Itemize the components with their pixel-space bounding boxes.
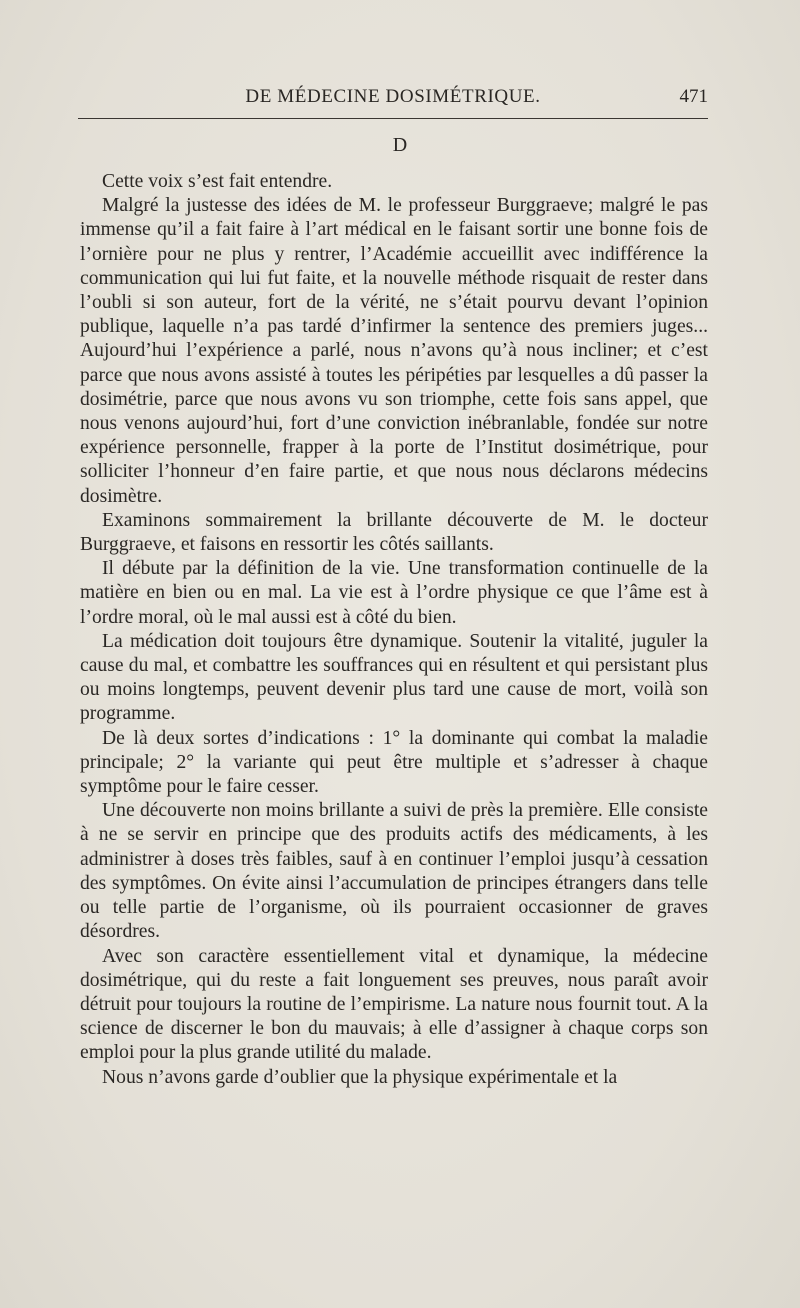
running-title: DE MÉDECINE DOSIMÉTRIQUE. [245,86,541,107]
paragraph: Une découverte non moins brillante a suivi de près la première. Elle consiste à ne se servir en principe que des produits actifs des médicaments, à les administrer à doses très faibles, sauf à en continuer l’emploi jusqu’à cessation des symptômes. On évite ainsi l’accumulation de principes étrangers dans telle ou telle partie de l’organisme, où ils pourraient occasionner de graves désordres. [80,800,708,943]
body-text [80,170,708,1090]
paragraph: De là deux sortes d’indications : 1° la dominante qui combat la maladie principale; 2° la variante qui peut être multiple et s’adresser à chaque symptôme pour le faire cesser. [80,727,708,798]
paragraph: Examinons sommairement la brillante découverte de M. le docteur Burggraeve, et faisons en ressortir les côtés saillants. [80,509,708,556]
paragraph: Il débute par la définition de la vie. Une transformation continuelle de la matière en bien ou en mal. La vie est à l’ordre physique ce que l’âme est à l’ordre moral, où le mal aussi est à côté du bien. [80,558,708,628]
paragraph: Cette voix s’est fait entendre. [102,171,333,192]
running-header [78,86,708,116]
page-number: 471 [679,86,708,107]
paragraph: Nous n’avons garde d’oublier que la physique expérimentale et la [102,1066,618,1088]
section-letter: D [392,134,408,156]
paragraph: Malgré la justesse des idées de M. le professeur Burggraeve; malgré le pas immense qu’il a fait faire à l’art médical en le faisant sortir une bonne fois de l’ornière pour ne plus y rentrer, l’Académie accueillit avec indifférence la communication qui lui fut faite, et la nouvelle méthode risquait de rester dans l’oubli si son auteur, fort de la vérité, ne s’était pourvu devant l’opinion publique, laquelle n’a pas tardé d’infirmer la sentence des premiers juges... Aujourd’hui l’expérience a parlé, nous n’avons qu’à nous incliner; et c’est parce que nous avons assisté à toutes les péripéties par lesquelles a dû passer la dosimétrie, parce que nous avons vu son triomphe, cette fois sans appel, que nous venons aujourd’hui, fort d’une conviction inébranlable, fondée sur notre expérience personnelle, frapper à la porte de l’Institut dosimétrique, pour solliciter l’honneur d’en faire partie, et que nous nous déclarons médecins dosimètre. [80,195,708,507]
paragraph: La médication doit toujours être dynamique. Soutenir la vitalité, juguler la cause du mal, et combattre les souffrances qui en résultent et qui persistant plus ou moins longtemps, peuvent devenir plus tard une cause de mort, voilà son programme. [80,630,708,725]
paragraph: Avec son caractère essentiellement vital et dynamique, la médecine dosimétrique, qui du reste a fait longuement ses preuves, nous paraît avoir détruit pour toujours la routine de l’empirisme. La nature nous fournit tout. A la science de discerner le bon du mauvais; à elle d’assigner à chaque corps son emploi pour la plus grande utilité du malade. [80,945,708,1064]
header-rule [78,118,708,119]
